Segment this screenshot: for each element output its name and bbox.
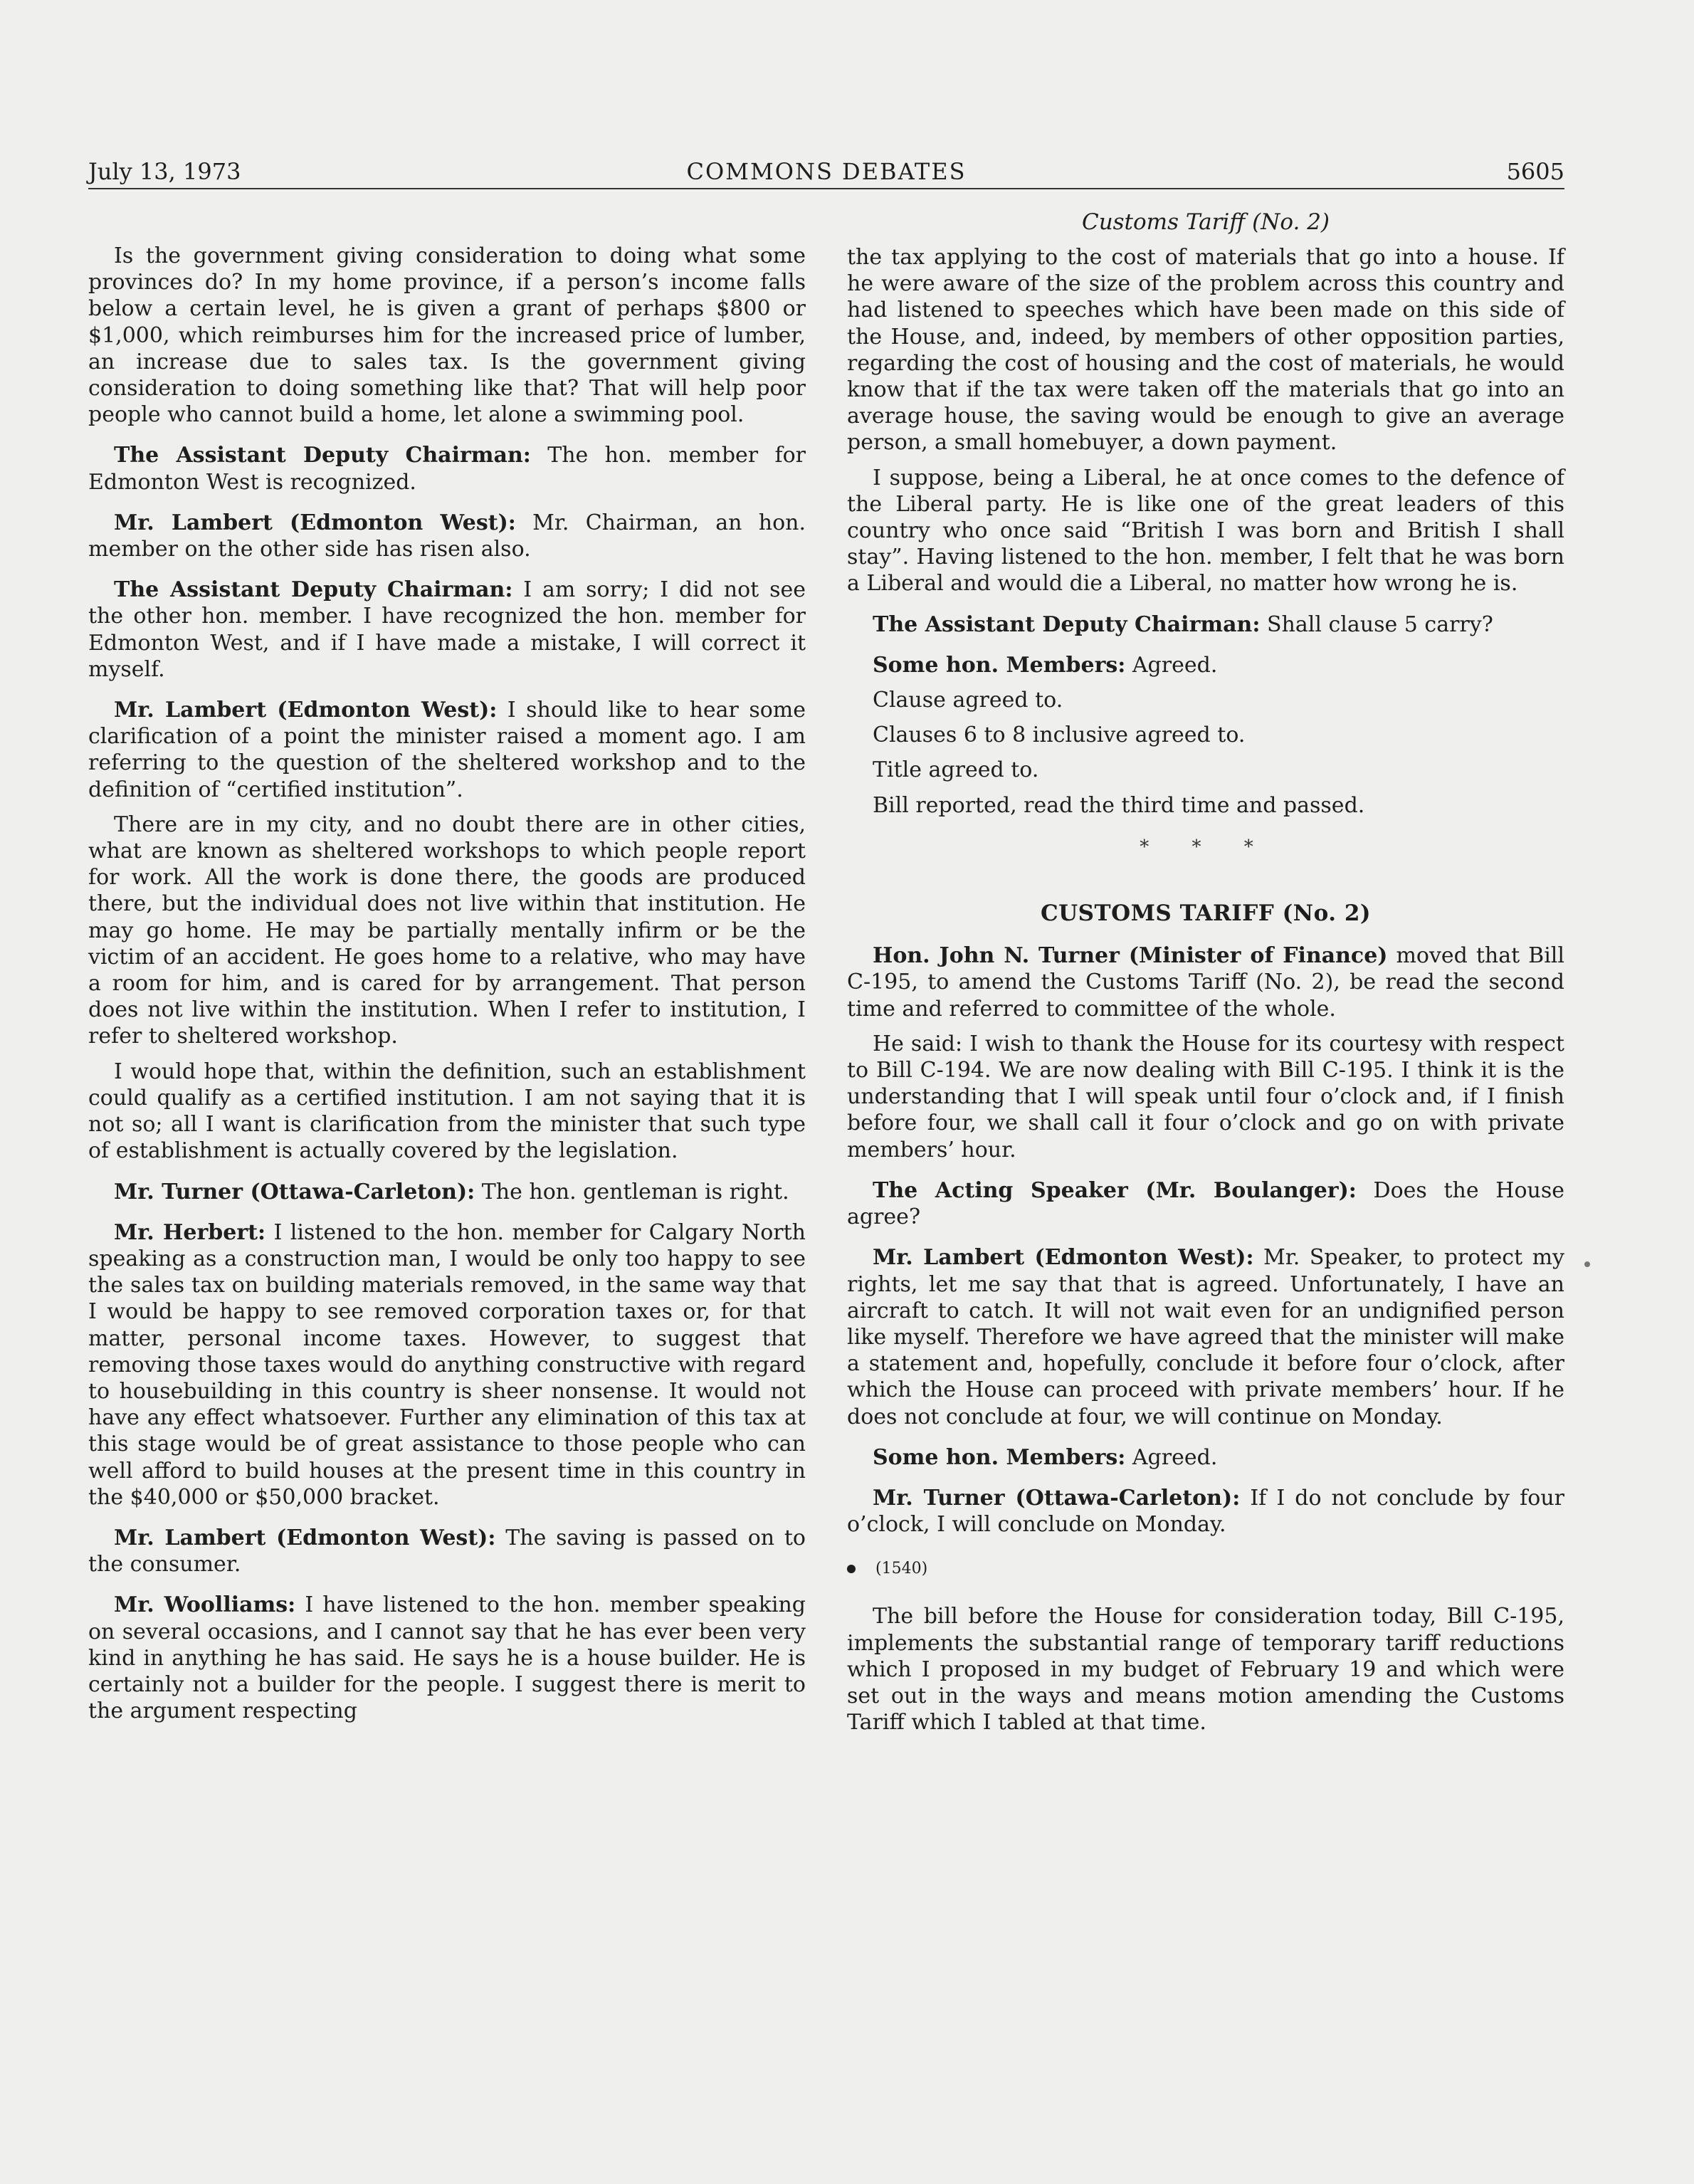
right-column [847,244,1564,1750]
speech-text: The hon. gentleman is right. [481,1179,789,1204]
speech-text: Mr. Chairman, an hon. member on the other side has risen also. [88,510,806,562]
timestamp-text: (1540) [875,1560,928,1578]
speaker-name: Mr. Lambert (Edmonton West): [114,698,498,723]
speech-paragraph [88,577,806,683]
speech-text: moved that Bill C-195, to amend the Customs Tariff (No. 2), be read the second time and referred to committee of the whole. [847,943,1564,1022]
header-title: COMMONS DEBATES [686,158,967,185]
speech-paragraph [847,1177,1564,1230]
proceedings-line: Title agreed to. [873,757,1039,783]
speaker-name: Mr. Lambert (Edmonton West): [873,1245,1254,1271]
speaker-name: Mr. Turner (Ottawa-Carleton): [873,1485,1241,1511]
proceedings-line: Bill reported, read the third time and passed. [873,792,1365,818]
speech-paragraph [88,510,806,562]
speaker-name: Mr. Herbert: [114,1219,266,1245]
header-rule [88,188,1564,189]
speech-text: If I do not conclude by four o’clock, I will conclude on Monday. [847,1485,1564,1538]
speech-text: Shall clause 5 carry? [1267,611,1493,637]
speech-text: I should like to hear some clarification of a point the minister raised a moment ago. I am referring to the question of the sheltered workshop and to the definition of “certified institution”. [88,698,806,802]
speaker-name: The Assistant Deputy Chairman: [114,577,513,603]
speaker-name: Mr. Lambert (Edmonton West): [114,1525,496,1550]
speaker-name: Mr. Woolliams: [114,1592,296,1618]
speaker-name: The Assistant Deputy Chairman: [873,611,1261,637]
section-caption: Customs Tariff (No. 2) [1081,209,1330,235]
proceedings-line: Clauses 6 to 8 inclusive agreed to. [873,723,1246,748]
speech-paragraph [88,442,806,495]
left-column [88,243,806,1738]
running-head [88,155,1564,188]
margin-mark [1584,1261,1590,1267]
speaker-name: Mr. Turner (Ottawa-Carleton): [114,1179,475,1204]
speech-text: Agreed. [1132,652,1218,678]
speech-paragraph [88,1219,806,1511]
paragraph: I suppose, being a Liberal, he at once comes to the defence of the Liberal party. He is like one of the great leaders of this country who once said “British I was born and British I shall stay”. Having listened to the hon. member, I felt that he was born a Liberal and would die a Liberal, no matter how wrong he is. [847,465,1564,597]
speaker-name: Mr. Lambert (Edmonton West): [114,510,516,535]
proceedings-line: Clause agreed to. [873,688,1063,713]
speaker-name: Hon. John N. Turner (Minister of Finance) [873,943,1388,969]
paragraph: He said: I wish to thank the House for its courtesy with respect to Bill C-194. We are now dealing with Bill C-195. I think it is the understanding that I will speak until four o’clock and, if I finish before four, we shall call it four o’clock and go on with private members’ hour. [847,1031,1564,1162]
paragraph: Is the government giving consideration to doing what some provinces do? In my home province, if a person’s income falls below a certain level, he is given a grant of perhaps $800 or $1,000, which reimburses him for the increased price of lumber, an increase due to sales tax. Is the government giving consideration to doing something like that? That will help poor people who cannot build a home, let alone a swimming pool. [88,243,806,428]
speech-text: The saving is passed on to the consumer. [88,1525,806,1577]
speaker-name: The Assistant Deputy Chairman: [114,443,531,468]
speech-text: The hon. member for Edmonton West is recognized. [88,443,806,495]
speech-paragraph [847,1485,1564,1538]
speech-paragraph [847,611,1564,638]
paragraph: There are in my city, and no doubt there are in other cities, what are known as sheltered workshops to which people report for work. All the work is done there, the goods are produced there, but the individual does not live within that institution. He may go home. He may be partially mentally infirm or be the victim of an accident. He goes home to a relative, who may have a room for him, and is cared for by arrangement. That person does not live within the institution. When I refer to institution, I refer to sheltered workshop. [88,812,806,1049]
speech-text: Agreed. [1132,1444,1218,1470]
paragraph: the tax applying to the cost of materials that go into a house. If he were aware of the size of the problem across this country and had listened to speeches which have been made on this side of the House, and, indeed, by members of other opposition parties, regarding the cost of housing and the cost of materials, he would know that if the tax were taken off the materials that go into an average house, the saving would be enough to give an average person, a small homebuyer, a down payment. [847,245,1564,456]
speech-text: I have listened to the hon. member speaking on several occasions, and I cannot say that he has ever been very kind in anything he has said. He says he is a house builder. He is certainly not a builder for the people. I suggest there is merit to the argument respecting [88,1592,806,1724]
speaker-name: Some hon. Members: [873,652,1126,678]
speech-paragraph [88,697,806,803]
speech-paragraph [847,1244,1564,1429]
speech-text: I am sorry; I did not see the other hon. member. I have recognized the hon. member for Edmonton West, and if I have made a mistake, I will correct it myself. [88,577,806,682]
section-heading: CUSTOMS TARIFF (No. 2) [1040,901,1372,927]
speech-text: Does the House agree? [847,1177,1564,1230]
speech-paragraph [88,1179,806,1205]
speech-paragraph [847,943,1564,1022]
section-separator: * * * [1140,836,1272,858]
bullet-icon [847,1565,856,1573]
speech-paragraph [847,652,1564,678]
speech-paragraph [847,1444,1564,1471]
paragraph: I would hope that, within the definition, such an establishment could qualify as a certified institution. I am not saying that it is not so; all I want is clarification from the minister that such type of establishment is actually covered by the legislation. [88,1059,806,1164]
speech-paragraph [88,1525,806,1577]
speech-text: I listened to the hon. member for Calgary North speaking as a construction man, I would be only too happy to see the sales tax on building materials removed, in the same way that I would be happy to see removed corporation taxes or, for that matter, personal income taxes. However, to suggest that removing those taxes would do anything constructive with regard to housebuilding in this country is sheer nonsense. It would not have any effect whatsoever. Further any elimination of this tax at this stage would be of great assistance to those people who can well afford to build houses at the present time in this country in the $40,000 or $50,000 bracket. [88,1219,806,1510]
timestamp [847,1559,1564,1579]
paragraph: The bill before the House for consideration today, Bill C-195, implements the substantial range of temporary tariff reductions which I proposed in my budget of February 19 and which were set out in the ways and means motion amending the Customs Tariff which I tabled at that time. [847,1604,1564,1736]
speech-paragraph [88,1592,806,1724]
header-page-number: 5605 [1506,158,1564,185]
speaker-name: Some hon. Members: [873,1444,1126,1470]
speaker-name: The Acting Speaker (Mr. Boulanger): [873,1177,1357,1203]
speech-text: Mr. Speaker, to protect my rights, let me say that that is agreed. Unfortunately, I have an aircraft to catch. It will not wait even for an undignified person like myself. Therefore we have agreed that the minister will make a statement and, hopefully, conclude it before four o’clock, after which the House can proceed with private members’ hour. If he does not conclude at four, we will continue on Monday. [847,1245,1565,1429]
header-date: July 13, 1973 [88,158,241,185]
